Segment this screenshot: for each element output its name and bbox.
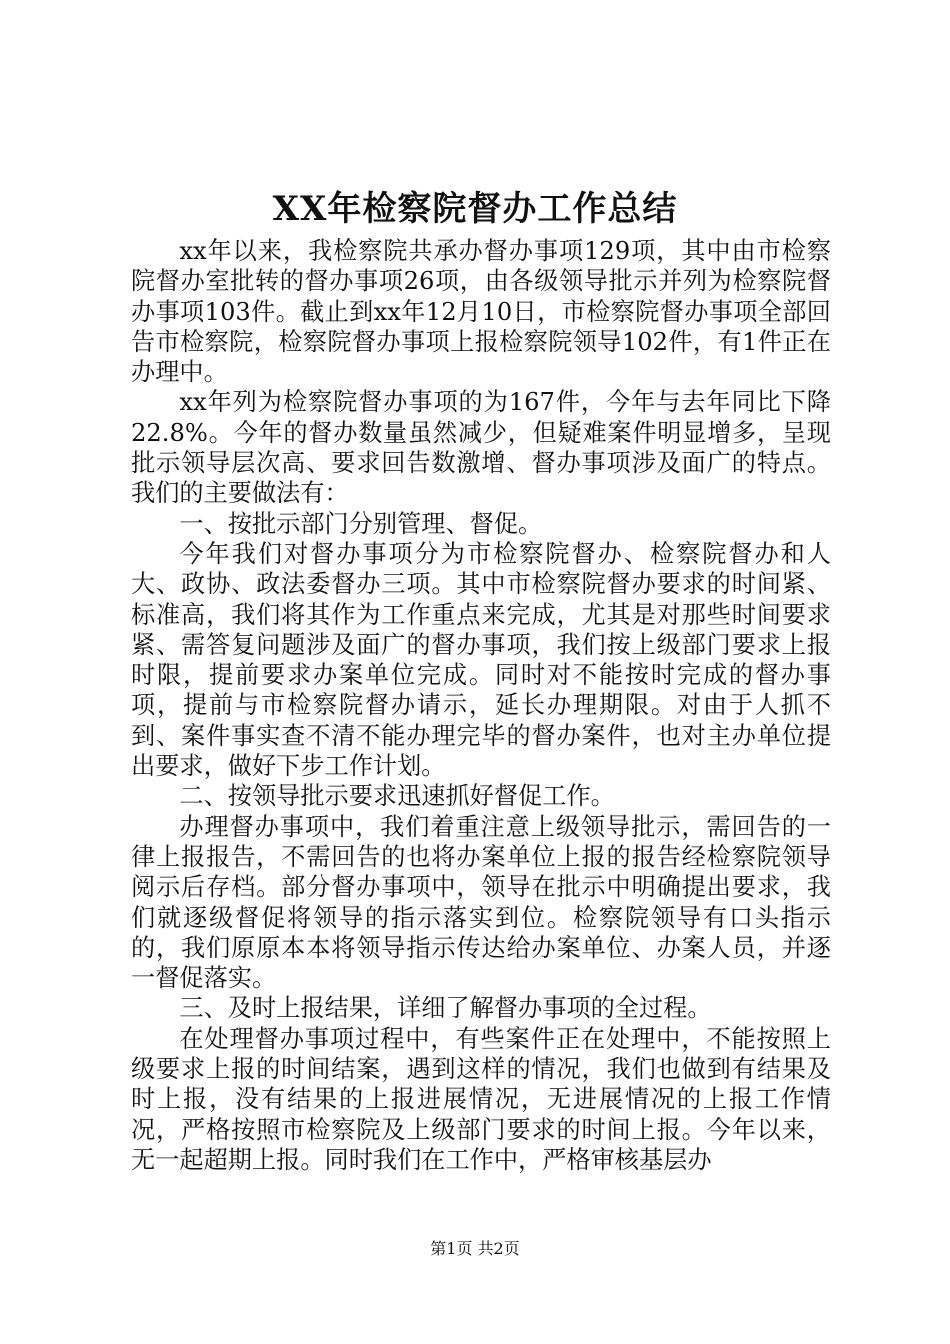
paragraph: xx年以来，我检察院共承办督办事项129项，其中由市检察院督办室批转的督办事项26项，由各级领导批示并列为检察院督办事项103件。截止到xx年12月10日，市检察院督办事项全部回告市检察院，检察院督办事项上报检察院领导102件，有1件正在办理中。 [131,237,831,387]
paragraph: 今年我们对督办事项分为市检察院督办、检察院督办和人大、政协、政法委督办三项。其中市检察院督办要求的时间紧、标准高，我们将其作为工作重点来完成，尤其是对那些时间要求紧、需答复问题涉及面广的督办事项，我们按上级部门要求上报时限，提前要求办案单位完成。同时对不能按时完成的督办事项，提前与市检察院督办请示，延长办理期限。对由于人抓不到、案件事实查不清不能办理完毕的督办案件，也对主办单位提出要求，做好下步工作计划。 [131,539,831,781]
document-body [131,236,831,1175]
paragraph: 在处理督办事项过程中，有些案件正在处理中，不能按照上级要求上报的时间结案，遇到这样的情况，我们也做到有结果及时上报，没有结果的上报进展情况，无进展情况的上报工作情况，严格按照市检察院及上级部门要求的时间上报。今年以来，无一起超期上报。同时我们在工作中，严格审核基层办 [131,1024,831,1174]
section-heading: 二、按领导批示要求迅速抓好督促工作。 [179,782,615,811]
document-title: XX年检察院督办工作总结 [272,189,678,229]
paragraph: 办理督办事项中，我们着重注意上级领导批示，需回告的一律上报报告，不需回告的也将办案单位上报的报告经检察院领导阅示后存档。部分督办事项中，领导在批示中明确提出要求，我们就逐级督促将领导的指示落实到位。检察院领导有口头指示的，我们原原本本将领导指示传达给办案单位、办案人员，并逐一督促落实。 [131,812,831,993]
section-heading: 一、按批示部门分别管理、督促。 [179,509,543,538]
paragraph: xx年列为检察院督办事项的为167件，今年与去年同比下降22.8%。今年的督办数量虽然减少，但疑难案件明显增多，呈现批示领导层次高、要求回告数激增、督办事项涉及面广的特点。我们的主要做法有： [131,388,831,508]
page-footer: 第1页 共2页 [430,1239,520,1258]
section-heading: 三、及时上报结果，详细了解督办事项的全过程。 [179,994,712,1023]
